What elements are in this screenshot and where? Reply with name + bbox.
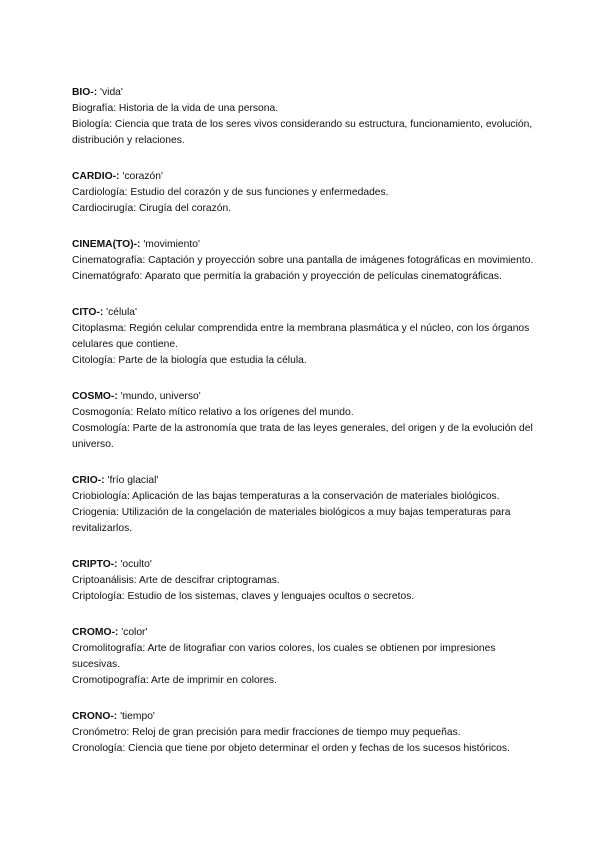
entry-crio bbox=[72, 473, 540, 537]
entry-cripto bbox=[72, 557, 540, 605]
entry-prefix: BIO-: bbox=[72, 87, 98, 98]
entry-cito bbox=[72, 305, 540, 369]
entry-definition: Citoplasma: Región celular comprendida entre la membrana plasmática y el núcleo, con los órganos celulares que contiene. bbox=[72, 323, 530, 350]
entry-prefix: CRONO-: bbox=[72, 711, 118, 722]
entry-definition: Biología: Ciencia que trata de los seres vivos considerando su estructura, funcionamiento, evolución, distribución y relaciones. bbox=[72, 119, 533, 146]
entry-heading bbox=[72, 557, 540, 573]
entry-definition: Citología: Parte de la biología que estudia la célula. bbox=[72, 355, 307, 366]
entry-definition: Criptoanálisis: Arte de descifrar criptogramas. bbox=[72, 575, 280, 586]
entry-heading bbox=[72, 625, 540, 641]
entry-prefix: CRIO-: bbox=[72, 475, 105, 486]
entry-definition: Cinematografía: Captación y proyección sobre una pantalla de imágenes fotográficas en movimiento. bbox=[72, 255, 534, 266]
entry-definition: Cardiología: Estudio del corazón y de sus funciones y enfermedades. bbox=[72, 187, 389, 198]
entry-definition: Criobiología: Aplicación de las bajas temperaturas a la conservación de materiales biológicos. bbox=[72, 491, 500, 502]
entry-heading bbox=[72, 85, 540, 101]
entry-prefix: CARDIO-: bbox=[72, 171, 120, 182]
entry-meaning: 'tiempo' bbox=[120, 711, 155, 722]
entry-crono bbox=[72, 709, 540, 757]
entry-heading bbox=[72, 389, 540, 405]
entry-definition: Cromotipografía: Arte de imprimir en colores. bbox=[72, 675, 277, 686]
entry-heading bbox=[72, 169, 540, 185]
entry-meaning: 'movimiento' bbox=[143, 239, 200, 250]
entry-prefix: CRIPTO-: bbox=[72, 559, 118, 570]
entry-heading bbox=[72, 237, 540, 253]
entry-meaning: 'oculto' bbox=[120, 559, 152, 570]
entry-heading bbox=[72, 709, 540, 725]
entry-meaning: 'color' bbox=[121, 627, 148, 638]
entry-cosmo bbox=[72, 389, 540, 453]
entry-meaning: 'frío glacial' bbox=[107, 475, 159, 486]
entry-meaning: 'vida' bbox=[100, 87, 123, 98]
entry-cinemato bbox=[72, 237, 540, 285]
entry-meaning: 'corazón' bbox=[122, 171, 163, 182]
entry-heading bbox=[72, 305, 540, 321]
entry-definition: Criptología: Estudio de los sistemas, claves y lenguajes ocultos o secretos. bbox=[72, 591, 415, 602]
entry-prefix: CINEMA(TO)-: bbox=[72, 239, 141, 250]
entry-definition: Cronología: Ciencia que tiene por objeto determinar el orden y fechas de los sucesos históricos. bbox=[72, 743, 510, 754]
entry-prefix: COSMO-: bbox=[72, 391, 118, 402]
entry-definition: Cosmogonía: Relato mítico relativo a los orígenes del mundo. bbox=[72, 407, 354, 418]
entry-cardio bbox=[72, 169, 540, 217]
entry-bio bbox=[72, 85, 540, 149]
entry-heading bbox=[72, 473, 540, 489]
entry-prefix: CROMO-: bbox=[72, 627, 119, 638]
entry-definition: Cinematógrafo: Aparato que permitía la grabación y proyección de películas cinematográficas. bbox=[72, 271, 502, 282]
entry-definition: Cosmología: Parte de la astronomía que trata de las leyes generales, del origen y de la evolución del universo. bbox=[72, 423, 533, 450]
entry-cromo bbox=[72, 625, 540, 689]
entry-definition: Criogenia: Utilización de la congelación de materiales biológicos a muy bajas temperaturas para revitalizarlos. bbox=[72, 507, 511, 534]
entry-definition: Biografía: Historia de la vida de una persona. bbox=[72, 103, 279, 114]
entry-definition: Cromolitografía: Arte de litografiar con varios colores, los cuales se obtienen por impresiones sucesivas. bbox=[72, 643, 496, 670]
entry-meaning: 'célula' bbox=[106, 307, 137, 318]
entry-meaning: 'mundo, universo' bbox=[120, 391, 201, 402]
entry-prefix: CITO-: bbox=[72, 307, 104, 318]
entry-definition: Cronómetro: Reloj de gran precisión para medir fracciones de tiempo muy pequeñas. bbox=[72, 727, 461, 738]
entry-definition: Cardiocirugía: Cirugía del corazón. bbox=[72, 203, 232, 214]
